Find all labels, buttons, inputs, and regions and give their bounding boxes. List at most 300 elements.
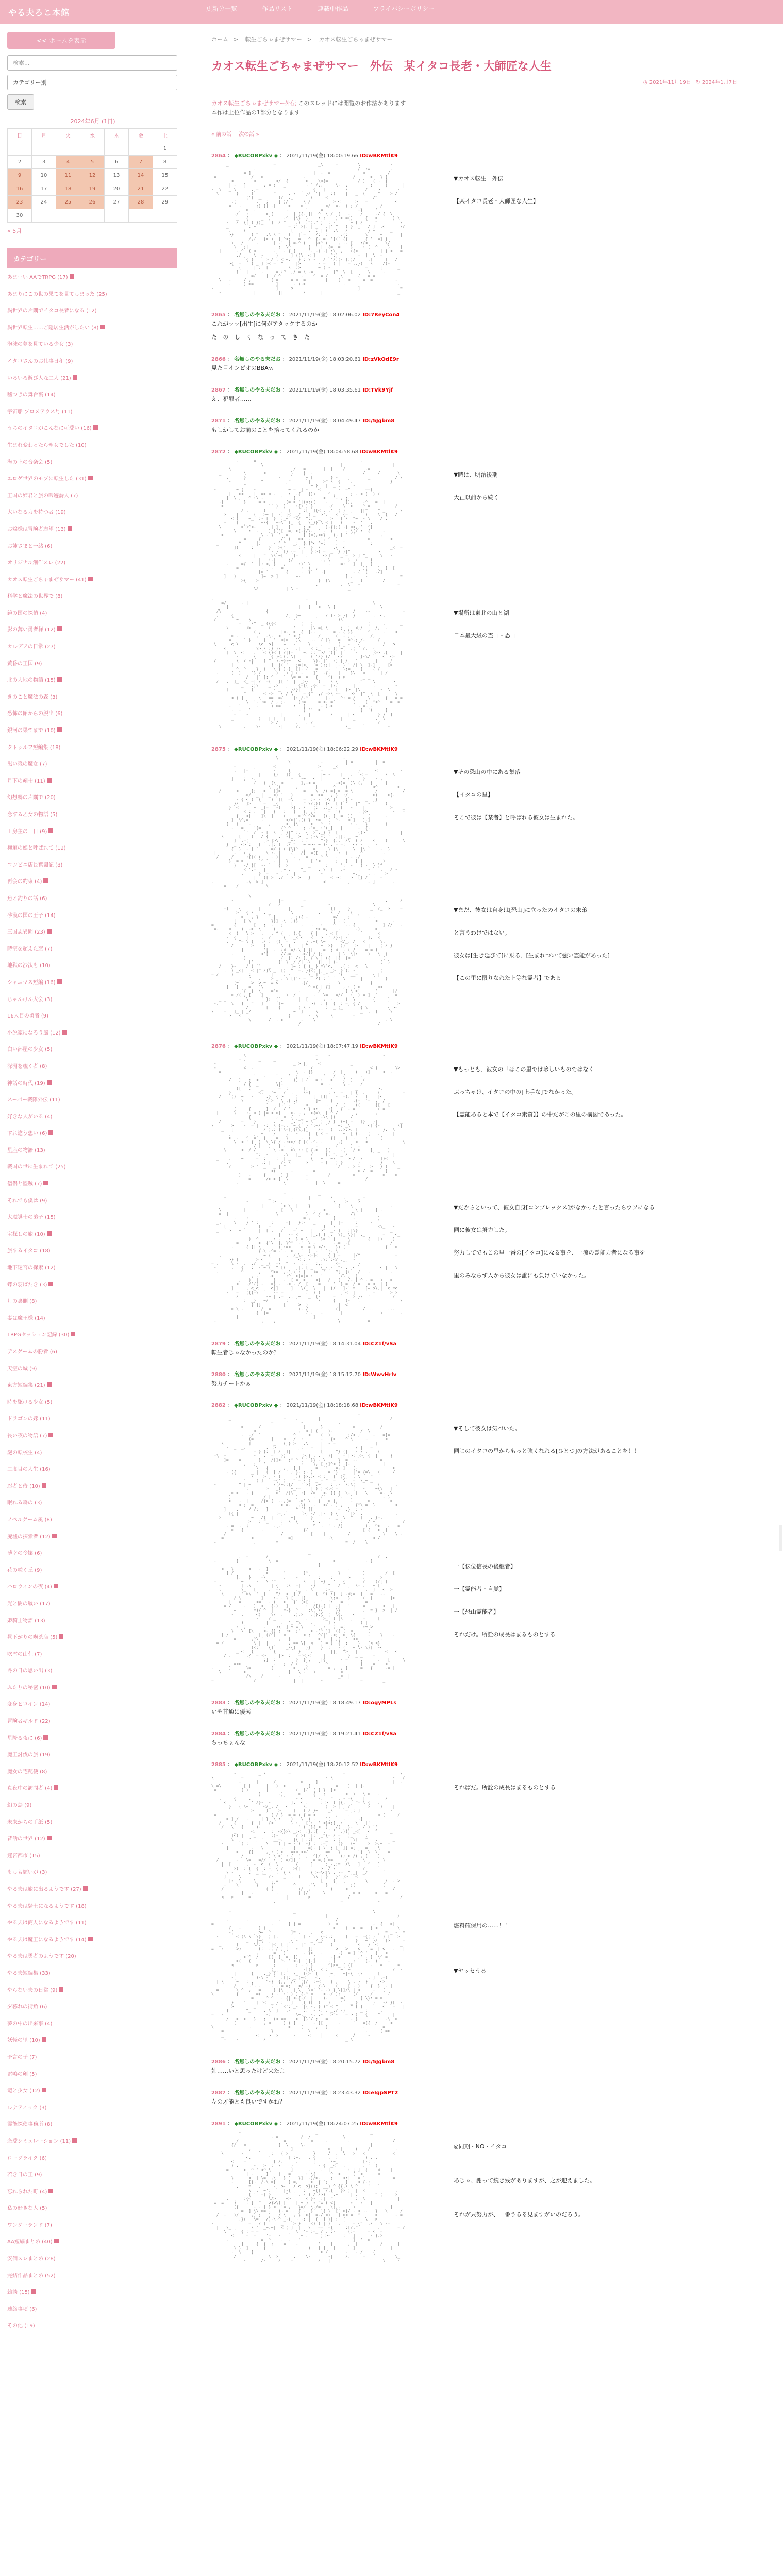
category-link[interactable]: スーパー戦隊外伝 (11) xyxy=(7,1097,60,1104)
site-title[interactable]: やる夫ろこ本館 xyxy=(8,8,70,18)
category-list-item[interactable] xyxy=(7,744,177,761)
post-number[interactable]: 2866 xyxy=(211,357,226,362)
category-list-item[interactable] xyxy=(7,324,177,341)
category-list-item[interactable] xyxy=(7,526,177,543)
category-list-item[interactable] xyxy=(7,408,177,425)
post-id[interactable]: ID:CZ1f/vSa xyxy=(362,1341,397,1347)
category-list-item[interactable] xyxy=(7,1550,177,1567)
post-number[interactable]: 2872 xyxy=(211,449,226,455)
category-list-item[interactable] xyxy=(7,1735,177,1752)
next-link[interactable]: 次の話 » xyxy=(239,132,259,138)
breadcrumb-item[interactable]: 転生ごちゃまぜサマー xyxy=(245,36,302,43)
post-id[interactable]: ID:/5Jgbm8 xyxy=(362,2059,395,2065)
category-link[interactable]: 影の薄い勇者様 (12) xyxy=(7,627,56,633)
category-list-item[interactable] xyxy=(7,1298,177,1315)
category-list-item[interactable] xyxy=(7,2322,177,2339)
category-list-item[interactable] xyxy=(7,358,177,375)
prev-link[interactable]: « 前の話 xyxy=(211,132,232,138)
category-list-item[interactable] xyxy=(7,1802,177,1819)
category-link[interactable]: 三国志異聞 (23) xyxy=(7,929,45,936)
category-link[interactable]: クトゥルフ短編集 (18) xyxy=(7,744,61,751)
category-list-item[interactable] xyxy=(7,643,177,660)
category-link[interactable]: 雷鳴の剣 (5) xyxy=(7,2071,37,2077)
category-list-item[interactable] xyxy=(7,2003,177,2020)
category-list-item[interactable] xyxy=(7,1651,177,1668)
category-link[interactable]: AA短編まとめ (40) xyxy=(7,2239,53,2245)
category-list-item[interactable] xyxy=(7,1499,177,1516)
category-link[interactable]: 工房主の一日 (9) xyxy=(7,828,47,835)
category-link[interactable]: 異世界の片隅でイタコ長者になる (12) xyxy=(7,308,97,314)
category-list-item[interactable] xyxy=(7,2020,177,2037)
category-link[interactable]: お嬢様は冒険者志望 (13) xyxy=(7,526,66,532)
category-list-item[interactable] xyxy=(7,2104,177,2121)
post-id[interactable]: ID:wBKMtlK9 xyxy=(360,1044,398,1049)
category-list-item[interactable] xyxy=(7,1264,177,1281)
category-list-item[interactable] xyxy=(7,2222,177,2239)
category-list-item[interactable] xyxy=(7,1180,177,1197)
category-link[interactable]: 竜と少女 (12) xyxy=(7,2088,40,2094)
category-list-item[interactable] xyxy=(7,1331,177,1348)
category-list-item[interactable] xyxy=(7,1096,177,1113)
category-list-item[interactable] xyxy=(7,341,177,358)
category-link[interactable]: カルデアの日常 (27) xyxy=(7,644,56,650)
category-link[interactable]: 魔女の宅配便 (8) xyxy=(7,1769,47,1775)
category-list-item[interactable] xyxy=(7,626,177,643)
post-id[interactable]: ID:wBKMtlK9 xyxy=(360,449,398,455)
post-id[interactable]: ID:7ReyCon4 xyxy=(362,312,400,318)
category-list-item[interactable] xyxy=(7,1449,177,1466)
category-link[interactable]: 時空を超えた恋 (7) xyxy=(7,946,53,952)
category-list-item[interactable] xyxy=(7,2071,177,2088)
calendar-day[interactable]: 16 xyxy=(8,182,32,196)
category-list-item[interactable] xyxy=(7,1247,177,1264)
category-link[interactable]: 戦国の世に生まれて (25) xyxy=(7,1164,66,1171)
category-link[interactable]: エロゲ世界のモブに転生した (31) xyxy=(7,476,87,482)
category-link[interactable]: やる夫は魔王になるようです (14) xyxy=(7,1937,87,1943)
category-link[interactable]: 薄幸の令嬢 (6) xyxy=(7,1551,42,1557)
category-link[interactable]: 夢の中の出来事 (4) xyxy=(7,2021,53,2027)
category-link[interactable]: 東方短編集 (21) xyxy=(7,1383,45,1389)
category-link[interactable]: やる夫は騎士になるようです (18) xyxy=(7,1903,87,1909)
category-list-item[interactable] xyxy=(7,1483,177,1500)
category-list-item[interactable] xyxy=(7,492,177,509)
post-number[interactable]: 2879 xyxy=(211,1341,226,1347)
category-list-item[interactable] xyxy=(7,2306,177,2323)
category-link[interactable]: ルナティック (3) xyxy=(7,2105,47,2111)
category-list-item[interactable] xyxy=(7,2037,177,2054)
category-link[interactable]: コンビニ店長奮闘記 (8) xyxy=(7,862,63,868)
nav-item[interactable]: 更新分一覧 xyxy=(206,5,238,12)
category-list-item[interactable] xyxy=(7,1768,177,1785)
category-link[interactable]: ふたりの秘密 (10) xyxy=(7,1685,51,1691)
category-list-item[interactable] xyxy=(7,878,177,895)
category-link[interactable]: 雑談 (15) xyxy=(7,2290,30,2296)
category-list-item[interactable] xyxy=(7,291,177,308)
category-link[interactable]: 再会の約束 (4) xyxy=(7,879,42,885)
calendar-day[interactable]: 9 xyxy=(8,169,32,182)
category-link[interactable]: 生まれ変わったら聖女でした (10) xyxy=(7,442,87,448)
category-link[interactable]: イタコさんのお仕事日和 (9) xyxy=(7,358,73,364)
category-list-item[interactable] xyxy=(7,1231,177,1248)
category-list-item[interactable] xyxy=(7,945,177,962)
category-link[interactable]: 変身ヒロイン (14) xyxy=(7,1702,51,1708)
calendar-day[interactable]: 19 xyxy=(80,182,105,196)
category-link[interactable]: 謎の転校生 (4) xyxy=(7,1450,42,1456)
category-list-item[interactable] xyxy=(7,576,177,593)
post-number[interactable]: 2882 xyxy=(211,1403,226,1409)
category-link[interactable]: ワンダーランド (7) xyxy=(7,2222,52,2228)
category-link[interactable]: すれ違う想い (6) xyxy=(7,1131,47,1137)
category-link[interactable]: うちのイタコがこんなに可愛い (16) xyxy=(7,426,92,432)
category-link[interactable]: 連絡事項 (6) xyxy=(7,2306,37,2312)
category-link[interactable]: 恋する乙女の物語 (5) xyxy=(7,812,58,818)
category-link[interactable]: やる夫短編集 (33) xyxy=(7,1970,51,1976)
category-list-item[interactable] xyxy=(7,660,177,677)
category-list-item[interactable] xyxy=(7,828,177,845)
category-link[interactable]: 月の裏側 (8) xyxy=(7,1299,37,1305)
category-link[interactable]: お姉さまと一緒 (6) xyxy=(7,543,53,549)
category-link[interactable]: 泡沫の夢を見ている少女 (3) xyxy=(7,342,73,348)
category-link[interactable]: 大いなる力を持つ者 (19) xyxy=(7,510,66,516)
post-number[interactable]: 2884 xyxy=(211,1731,226,1737)
category-list-item[interactable] xyxy=(7,794,177,811)
category-list-item[interactable] xyxy=(7,1080,177,1097)
category-list-item[interactable] xyxy=(7,1466,177,1483)
calendar-day[interactable]: 14 xyxy=(129,169,153,182)
category-link[interactable]: 忍者と侍 (10) xyxy=(7,1483,40,1489)
post-number[interactable]: 2891 xyxy=(211,2121,226,2127)
post-id[interactable]: ID:wBKMtlK9 xyxy=(360,2121,398,2127)
series-link[interactable]: カオス転生ごちゃまぜサマー外伝 xyxy=(211,100,296,107)
category-link[interactable]: 黒い森の魔女 (7) xyxy=(7,761,47,768)
category-list-item[interactable] xyxy=(7,1516,177,1533)
category-link[interactable]: 砂漠の国の王子 (14) xyxy=(7,912,56,919)
post-number[interactable]: 2871 xyxy=(211,418,226,424)
category-link[interactable]: やる夫は勇者のようです (20) xyxy=(7,1954,76,1960)
category-list-item[interactable] xyxy=(7,962,177,979)
category-link[interactable]: 冬の日の思い出 (3) xyxy=(7,1668,53,1674)
category-link[interactable]: 恐怖の館からの脱出 (6) xyxy=(7,711,63,717)
post-id[interactable]: ID:TVk9Yjf xyxy=(362,387,393,393)
category-list-item[interactable] xyxy=(7,844,177,861)
calendar-day[interactable]: 18 xyxy=(56,182,80,196)
category-list-item[interactable] xyxy=(7,2188,177,2205)
category-list-item[interactable] xyxy=(7,1970,177,1987)
category-list-item[interactable] xyxy=(7,1399,177,1416)
category-list-item[interactable] xyxy=(7,1063,177,1080)
category-list-item[interactable] xyxy=(7,1415,177,1432)
calendar-day[interactable]: 11 xyxy=(56,169,80,182)
calendar-day[interactable]: 4 xyxy=(56,156,80,169)
category-list-item[interactable] xyxy=(7,1130,177,1147)
category-list-item[interactable] xyxy=(7,1751,177,1768)
category-list-item[interactable] xyxy=(7,1281,177,1298)
calendar-day[interactable]: 25 xyxy=(56,196,80,209)
category-list-item[interactable] xyxy=(7,391,177,408)
category-list-item[interactable] xyxy=(7,475,177,492)
category-link[interactable]: 銀河の果てまで (10) xyxy=(7,728,56,734)
category-link[interactable]: 星降る夜に (6) xyxy=(7,1735,42,1741)
category-list-item[interactable] xyxy=(7,996,177,1013)
category-link[interactable]: やらない夫の日常 (9) xyxy=(7,1987,58,1993)
category-list-item[interactable] xyxy=(7,2155,177,2172)
category-link[interactable]: デスゲームの勝者 (6) xyxy=(7,1349,57,1355)
category-list-item[interactable] xyxy=(7,1113,177,1130)
category-list-item[interactable] xyxy=(7,727,177,744)
category-link[interactable]: それでも僕は (9) xyxy=(7,1198,47,1204)
category-link[interactable]: やる夫は商人になるようです (11) xyxy=(7,1920,87,1926)
category-link[interactable]: 星座の物語 (13) xyxy=(7,1147,45,1154)
category-list-item[interactable] xyxy=(7,1029,177,1046)
category-list-item[interactable] xyxy=(7,2255,177,2272)
category-list-item[interactable] xyxy=(7,1046,177,1063)
post-number[interactable]: 2865 xyxy=(211,312,226,318)
category-link[interactable]: 花の咲く丘 (9) xyxy=(7,1567,42,1573)
category-list-item[interactable] xyxy=(7,2272,177,2289)
category-list-item[interactable] xyxy=(7,2171,177,2188)
category-list-item[interactable] xyxy=(7,307,177,324)
category-link[interactable]: 妻は魔王様 (14) xyxy=(7,1315,45,1321)
category-list-item[interactable] xyxy=(7,1348,177,1365)
category-select[interactable]: カテゴリー別 xyxy=(7,75,177,90)
category-link[interactable]: 深淵を覗く者 (8) xyxy=(7,1063,47,1070)
category-list-item[interactable] xyxy=(7,1718,177,1735)
category-list-item[interactable] xyxy=(7,1684,177,1701)
category-link[interactable]: 幻の島 (9) xyxy=(7,1803,32,1809)
nav-item[interactable]: 連載中作品 xyxy=(317,5,348,12)
category-link[interactable]: 恋愛シミュレーション (11) xyxy=(7,2138,71,2144)
category-link[interactable]: ノベルゲーム風 (8) xyxy=(7,1517,52,1523)
category-list-item[interactable] xyxy=(7,1835,177,1852)
category-link[interactable]: TRPGセッション記録 (30) xyxy=(7,1332,70,1338)
category-link[interactable]: 宝探しの旅 (10) xyxy=(7,1231,45,1238)
category-list-item[interactable] xyxy=(7,1919,177,1936)
category-link[interactable]: 極道の娘と呼ばれて (12) xyxy=(7,845,66,852)
calendar-day[interactable]: 5 xyxy=(80,156,105,169)
category-link[interactable]: 地獄の沙汰も (10) xyxy=(7,963,51,969)
nav-item[interactable]: プライバシーポリシー xyxy=(373,5,435,12)
category-link[interactable]: 真夜中の訪問者 (4) xyxy=(7,1786,53,1792)
category-link[interactable]: 月下の剣士 (11) xyxy=(7,778,45,784)
category-list-item[interactable] xyxy=(7,928,177,945)
scroll-indicator[interactable] xyxy=(779,1525,782,1551)
category-link[interactable]: 鏡の国の探偵 (4) xyxy=(7,610,47,616)
category-link[interactable]: もしも願いが (3) xyxy=(7,1870,47,1876)
category-link[interactable]: ローグライク (6) xyxy=(7,2155,47,2161)
category-list-item[interactable] xyxy=(7,609,177,626)
calendar-prev-link[interactable]: « 5月 xyxy=(7,228,22,234)
category-list-item[interactable] xyxy=(7,895,177,912)
category-link[interactable]: 魚と釣りの話 (6) xyxy=(7,895,47,902)
category-list-item[interactable] xyxy=(7,1886,177,1903)
calendar-day[interactable]: 23 xyxy=(8,196,32,209)
category-list-item[interactable] xyxy=(7,459,177,476)
category-link[interactable]: 姫騎士物語 (13) xyxy=(7,1618,45,1624)
category-list-item[interactable] xyxy=(7,1214,177,1231)
category-list-item[interactable] xyxy=(7,1533,177,1550)
category-link[interactable]: カオス転生ごちゃまぜサマー (41) xyxy=(7,577,87,583)
category-list-item[interactable] xyxy=(7,1583,177,1600)
category-list-item[interactable] xyxy=(7,543,177,560)
category-link[interactable]: 時を駆ける少女 (5) xyxy=(7,1399,53,1405)
category-link[interactable]: あまりにこの世の果てを見てしまった (25) xyxy=(7,291,107,297)
category-list-item[interactable] xyxy=(7,274,177,291)
post-number[interactable]: 2887 xyxy=(211,2090,226,2096)
category-link[interactable]: 忘れられた町 (4) xyxy=(7,2189,47,2195)
category-link[interactable]: いろいろ遊び人な二人 (21) xyxy=(7,375,71,381)
category-link[interactable]: 未来からの手紙 (5) xyxy=(7,1819,53,1825)
category-link[interactable]: シャニマス短編 (16) xyxy=(7,979,56,986)
category-list-item[interactable] xyxy=(7,2238,177,2255)
category-link[interactable]: 異世界転生……ご隠居生活がしたい (8) xyxy=(7,325,99,331)
category-list-item[interactable] xyxy=(7,1012,177,1029)
category-list-item[interactable] xyxy=(7,1567,177,1584)
calendar-day[interactable]: 21 xyxy=(129,182,153,196)
category-link[interactable]: 小説家になろう風 (12) xyxy=(7,1030,61,1036)
category-link[interactable]: 魔王討伐の旅 (19) xyxy=(7,1752,51,1758)
post-number[interactable]: 2876 xyxy=(211,1044,226,1049)
category-link[interactable]: じゃんけん大会 (3) xyxy=(7,996,53,1003)
category-list-item[interactable] xyxy=(7,1869,177,1886)
category-link[interactable]: 王国の姫君と旅の吟遊詩人 (7) xyxy=(7,493,78,499)
category-list-item[interactable] xyxy=(7,2289,177,2306)
category-link[interactable]: 私の好きな人 (5) xyxy=(7,2206,47,2212)
category-list-item[interactable] xyxy=(7,1953,177,1970)
category-list-item[interactable] xyxy=(7,509,177,526)
category-list-item[interactable] xyxy=(7,1600,177,1617)
post-id[interactable]: ID:CZ1f/vSa xyxy=(362,1731,397,1737)
category-link[interactable]: 好きな人がいる (4) xyxy=(7,1114,53,1120)
search-button[interactable]: 検索 xyxy=(7,94,34,110)
category-link[interactable]: 幻想郷の片隅で (20) xyxy=(7,795,56,801)
category-link[interactable]: 昼下がりの喫茶店 (5) xyxy=(7,1635,58,1641)
category-link[interactable]: 旅するイタコ (18) xyxy=(7,1248,51,1255)
category-list-item[interactable] xyxy=(7,912,177,929)
category-list-item[interactable] xyxy=(7,375,177,392)
category-link[interactable]: 若き日の王 (9) xyxy=(7,2172,42,2178)
category-list-item[interactable] xyxy=(7,442,177,459)
category-list-item[interactable] xyxy=(7,1163,177,1180)
category-list-item[interactable] xyxy=(7,861,177,878)
post-id[interactable]: ID:/5Jgbm8 xyxy=(362,418,395,424)
category-link[interactable]: その他 (19) xyxy=(7,2323,35,2329)
category-list-item[interactable] xyxy=(7,1987,177,2004)
category-link[interactable]: やる夫は旅に出るようです (27) xyxy=(7,1887,81,1892)
post-id[interactable]: ID:wBKMtlK9 xyxy=(360,1403,398,1409)
post-number[interactable]: 2867 xyxy=(211,387,226,393)
post-number[interactable]: 2880 xyxy=(211,1372,226,1378)
category-list-item[interactable] xyxy=(7,1382,177,1399)
category-link[interactable]: 二度目の人生 (16) xyxy=(7,1467,51,1473)
category-link[interactable]: 大魔導士の弟子 (15) xyxy=(7,1215,56,1221)
calendar-day[interactable]: 7 xyxy=(129,156,153,169)
category-list-item[interactable] xyxy=(7,425,177,442)
calendar-day[interactable]: 28 xyxy=(129,196,153,209)
category-link[interactable]: あまーい AAでTRPG (17) xyxy=(7,275,68,280)
category-link[interactable]: 北の大地の物語 (15) xyxy=(7,677,56,684)
home-button[interactable]: << ホームを表示 xyxy=(7,32,115,49)
post-id[interactable]: ID:zVkOdE9r xyxy=(362,357,399,362)
category-link[interactable]: 完結作品まとめ (52) xyxy=(7,2273,56,2279)
category-link[interactable]: 科学と魔法の世界で (8) xyxy=(7,594,63,600)
category-link[interactable]: きのこと魔法の森 (3) xyxy=(7,694,58,700)
category-list-item[interactable] xyxy=(7,760,177,777)
category-link[interactable]: 僧侶と盗賊 (7) xyxy=(7,1181,42,1188)
category-list-item[interactable] xyxy=(7,979,177,996)
post-id[interactable]: ID:eIgpSPT2 xyxy=(362,2090,398,2096)
search-input[interactable]: 検索... xyxy=(7,55,177,71)
category-link[interactable]: 廃墟の探索者 (12) xyxy=(7,1534,51,1540)
calendar-day[interactable]: 26 xyxy=(80,196,105,209)
category-link[interactable]: 長い夜の物語 (7) xyxy=(7,1433,47,1439)
category-list-item[interactable] xyxy=(7,693,177,710)
category-link[interactable]: 予言の子 (7) xyxy=(7,2054,37,2060)
category-list-item[interactable] xyxy=(7,2087,177,2104)
category-list-item[interactable] xyxy=(7,1785,177,1802)
category-link[interactable]: 蝶の羽ばたき (3) xyxy=(7,1282,47,1288)
category-list-item[interactable] xyxy=(7,2205,177,2222)
category-link[interactable]: オリジナル創作スレ (22) xyxy=(7,560,66,566)
category-list-item[interactable] xyxy=(7,1701,177,1718)
category-list-item[interactable] xyxy=(7,777,177,794)
category-list-item[interactable] xyxy=(7,1936,177,1953)
category-link[interactable]: 神話の時代 (19) xyxy=(7,1080,45,1087)
post-number[interactable]: 2886 xyxy=(211,2059,226,2065)
category-link[interactable]: 冒険者ギルド (22) xyxy=(7,1719,51,1725)
category-list-item[interactable] xyxy=(7,1197,177,1214)
category-link[interactable]: 光と闇の戦い (17) xyxy=(7,1601,51,1607)
category-link[interactable]: 夕暮れの街角 (6) xyxy=(7,2004,47,2010)
category-link[interactable]: 海の上の音楽会 (5) xyxy=(7,459,53,465)
category-link[interactable]: 妖怪の里 (10) xyxy=(7,2038,40,2044)
category-list-item[interactable] xyxy=(7,559,177,576)
category-list-item[interactable] xyxy=(7,1819,177,1836)
calendar-day[interactable]: 12 xyxy=(80,169,105,182)
category-list-item[interactable] xyxy=(7,1617,177,1634)
category-list-item[interactable] xyxy=(7,1432,177,1449)
post-id[interactable]: ID:ogyMPLs xyxy=(362,1700,397,1706)
category-link[interactable]: ハロウィンの夜 (4) xyxy=(7,1584,52,1590)
category-link[interactable]: 黄昏の王国 (9) xyxy=(7,660,42,667)
post-id[interactable]: ID:wBKMtlK9 xyxy=(360,153,398,159)
post-number[interactable]: 2883 xyxy=(211,1700,226,1706)
category-link[interactable]: 嘘つきの舞台裏 (14) xyxy=(7,392,56,398)
category-link[interactable]: 安価スレまとめ (28) xyxy=(7,2256,56,2262)
category-link[interactable]: 吹雪の山荘 (7) xyxy=(7,1651,42,1657)
category-list-item[interactable] xyxy=(7,1365,177,1382)
post-id[interactable]: ID:WwvHrlv xyxy=(362,1372,397,1378)
category-link[interactable]: 天空の城 (9) xyxy=(7,1366,37,1372)
category-link[interactable]: 宇宙船 プロメテウス号 (11) xyxy=(7,409,73,415)
category-list-item[interactable] xyxy=(7,811,177,828)
category-link[interactable]: 眠れる森の (3) xyxy=(7,1500,42,1506)
category-list-item[interactable] xyxy=(7,1667,177,1684)
category-list-item[interactable] xyxy=(7,1147,177,1164)
category-list-item[interactable] xyxy=(7,710,177,727)
category-list-item[interactable] xyxy=(7,2138,177,2155)
category-link[interactable]: 霊能探偵事務所 (8) xyxy=(7,2122,53,2128)
category-link[interactable]: ドラゴンの嫁 (11) xyxy=(7,1416,51,1422)
category-link[interactable]: 白い部屋の少女 (5) xyxy=(7,1047,53,1053)
category-list-item[interactable] xyxy=(7,592,177,609)
category-link[interactable]: 昔話の世界 (12) xyxy=(7,1836,45,1842)
category-link[interactable]: 地下迷宮の探索 (12) xyxy=(7,1265,56,1272)
category-link[interactable]: 16人目の勇者 (9) xyxy=(7,1013,49,1020)
post-number[interactable]: 2875 xyxy=(211,747,226,752)
category-link[interactable]: 迷宮都市 (15) xyxy=(7,1853,40,1859)
category-list-item[interactable] xyxy=(7,1634,177,1651)
category-list-item[interactable] xyxy=(7,676,177,693)
